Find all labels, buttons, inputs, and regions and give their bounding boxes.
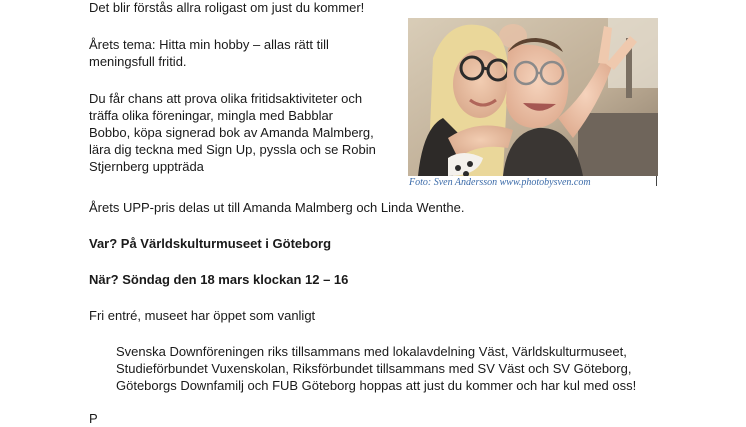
entry-line: Fri entré, museet har öppet som vanligt — [89, 308, 316, 323]
when-heading: När? Söndag den 18 mars klockan 12 – 16 — [89, 272, 349, 287]
activities-line-5: Stjernberg uppträda — [89, 159, 204, 174]
activities-line-3: Bobbo, köpa signerad bok av Amanda Malmberg, — [89, 125, 374, 140]
upp-award-line: Årets UPP-pris delas ut till Amanda Malmberg och Linda Wenthe. — [89, 200, 465, 215]
photo-edge-line — [656, 176, 657, 186]
where-heading: Var? På Världskulturmuseet i Göteborg — [89, 236, 332, 251]
activities-line-2: träffa olika föreningar, mingla med Babblar — [89, 108, 334, 123]
activities-line-1: Du får chans att prova olika fritidsaktiviteter och — [89, 91, 363, 106]
theme-line-1: Årets tema: Hitta min hobby – allas rätt till — [89, 37, 329, 52]
organizers-line-3: Göteborgs Downfamilj och FUB Göteborg hoppas att just du kommer och har kul med oss! — [116, 378, 637, 393]
photo-caption: Foto: Sven Andersson www.photobysven.com — [409, 177, 591, 188]
organizers-line-1: Svenska Downföreningen riks tillsammans med lokalavdelning Väst, Världskulturmuseet, — [116, 344, 627, 359]
intro-top-line: Det blir förstås allra roligast om just du kommer! — [89, 0, 365, 15]
children-hugging-photo — [408, 18, 658, 176]
activities-line-4: lära dig teckna med Sign Up, pyssla och se Robin — [89, 142, 376, 157]
cut-off-text: P — [89, 411, 98, 426]
theme-line-2: meningsfull fritid. — [89, 54, 187, 69]
organizers-line-2: Studieförbundet Vuxenskolan, Riksförbundet tillsammans med SV Väst och SV Göteborg, — [116, 361, 632, 376]
